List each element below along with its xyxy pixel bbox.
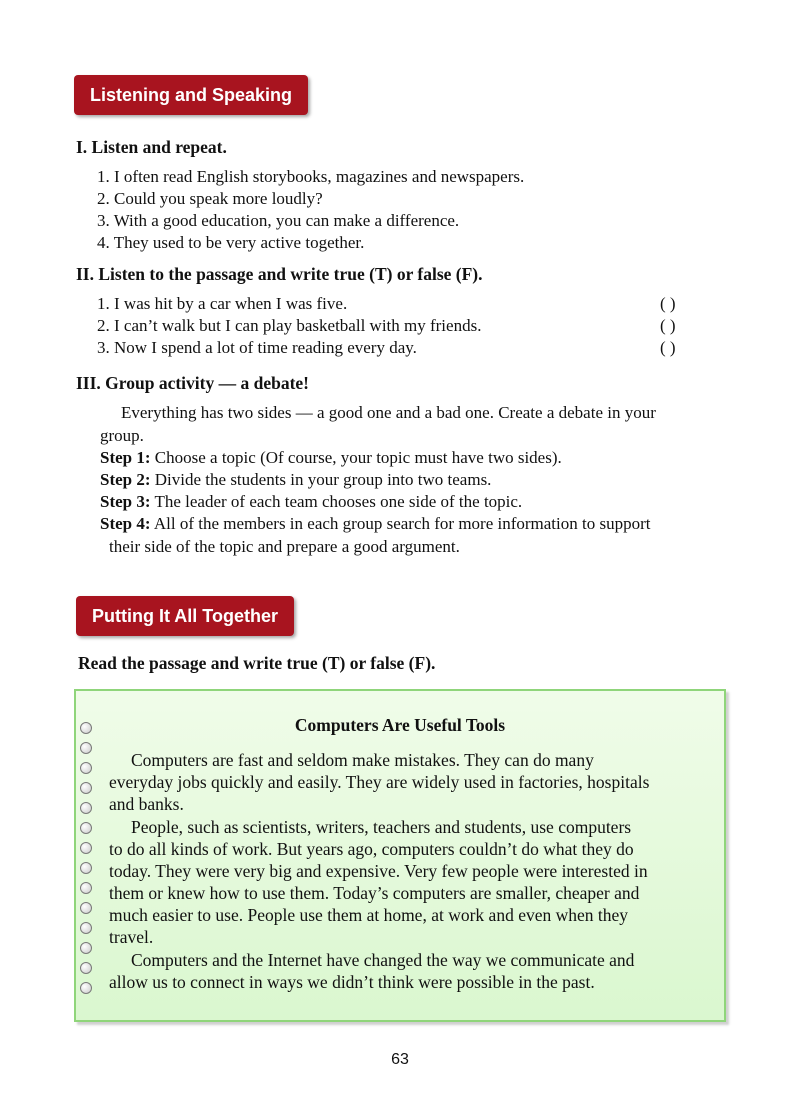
step-2 [100,470,491,490]
intro-text: Everything has two sides — a good one and a bad one. Create a debate in your [121,403,656,422]
list-item: 3. Now I spend a lot of time reading every day. [97,338,417,357]
step-3 [100,492,522,512]
passage-line: People, such as scientists, writers, teachers and students, use computers [131,817,632,837]
step-4-continued: their side of the topic and prepare a good argument. [109,537,460,556]
step-text: Choose a topic (Of course, your topic must have two sides). [150,448,562,467]
step-label: Step 3: [100,492,151,511]
binder-ring-icon [80,882,92,894]
step-1 [100,448,562,468]
list-item: 4. They used to be very active together. [97,233,365,252]
binder-ring-icon [80,962,92,974]
passage-line: Computers and the Internet have changed the way we communicate and [131,950,635,970]
step-text: All of the members in each group search for more information to support [150,514,651,533]
passage-line: and banks. [109,794,184,814]
binder-ring-icon [80,902,92,914]
answer-blank[interactable]: ( ) [660,338,676,357]
step-label: Step 4: [100,514,151,533]
part-i-heading: I. Listen and repeat. [76,137,227,157]
passage-line: everyday jobs quickly and easily. They are widely used in factories, hospitals [109,772,650,792]
list-item: 1. I often read English storybooks, magazines and newspapers. [97,167,525,186]
list-item: 2. Could you speak more loudly? [97,189,323,208]
step-label: Step 2: [100,470,151,489]
passage-line: Computers are fast and seldom make mistakes. They can do many [131,750,594,770]
section-banner-listening-speaking: Listening and Speaking [74,75,308,115]
part-iii-heading: III. Group activity — a debate! [76,373,310,393]
step-label: Step 1: [100,448,151,467]
list-item: 2. I can’t walk but I can play basketball with my friends. [97,316,482,335]
passage-line: to do all kinds of work. But years ago, computers couldn’t do what they do [109,839,634,859]
intro-text: group. [100,426,144,445]
step-text: Divide the students in your group into two teams. [150,470,492,489]
binder-ring-icon [80,742,92,754]
step-4 [100,514,650,534]
step-text: The leader of each team chooses one side of the topic. [150,492,523,511]
binder-ring-icon [80,922,92,934]
binder-ring-icon [80,982,92,994]
answer-blank[interactable]: ( ) [660,316,676,335]
passage-line: them or knew how to use them. Today’s computers are smaller, cheaper and [109,883,640,903]
section-banner-putting-it-together: Putting It All Together [76,596,294,636]
page-number: 63 [391,1051,409,1068]
binder-ring-icon [80,842,92,854]
binder-ring-icon [80,762,92,774]
passage-line: much easier to use. People use them at home, at work and even when they [109,905,629,925]
binder-ring-icon [80,822,92,834]
answer-blank[interactable]: ( ) [660,294,676,313]
passage-title: Computers Are Useful Tools [294,715,506,735]
part-ii-heading: II. Listen to the passage and write true (T) or false (F). [76,264,483,284]
passage-line: travel. [109,927,154,947]
list-item: 3. With a good education, you can make a difference. [97,211,460,230]
list-item: 1. I was hit by a car when I was five. [97,294,348,313]
reading-instruction: Read the passage and write true (T) or false (F). [78,653,436,673]
binder-ring-icon [80,942,92,954]
binder-ring-icon [80,782,92,794]
binder-ring-icon [80,862,92,874]
passage-line: allow us to connect in ways we didn’t think were possible in the past. [109,972,595,992]
passage-line: today. They were very big and expensive. Very few people were interested in [109,861,648,881]
binder-ring-icon [80,802,92,814]
